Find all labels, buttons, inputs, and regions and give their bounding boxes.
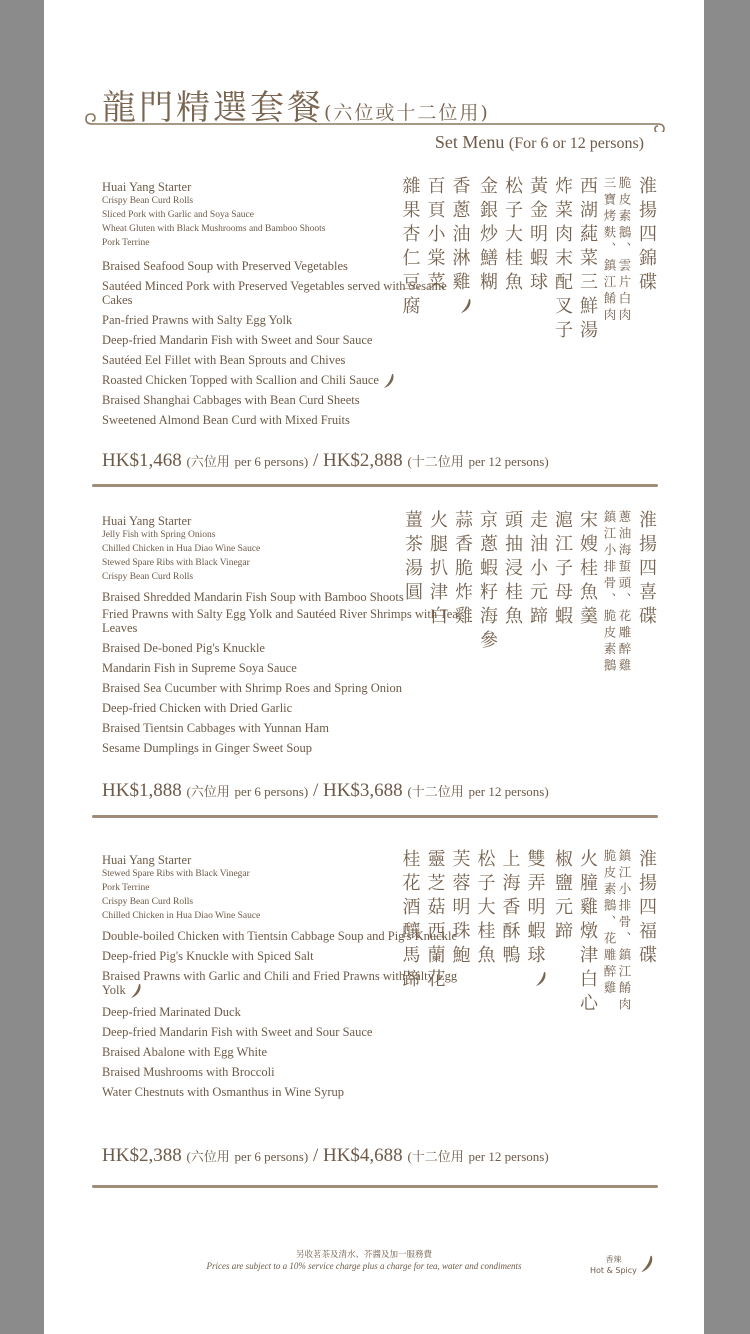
zh-dish-name: 蒜香脆炸雞 [452, 510, 473, 630]
legend-zh: 香辣 [605, 1255, 622, 1264]
zh-dish [578, 176, 597, 344]
label-zh6: (六位用 [186, 1149, 230, 1164]
dish-item [102, 1062, 462, 1082]
chinese-dish-list [401, 176, 657, 344]
zh-dish [553, 176, 572, 344]
zh-starter-item: 蔥油海蜇頭、花雕醉雞 [617, 510, 632, 675]
zh-dish [526, 849, 548, 1017]
zh-dish [403, 510, 422, 675]
zh-dish [503, 510, 522, 675]
dish-item [102, 681, 462, 695]
zh-dish-name: 走油小元蹄 [527, 510, 548, 630]
dish-item [102, 718, 462, 738]
zh-dish-name: 香蔥油淋雞 [449, 176, 471, 296]
zh-dish-name: 百頁小棠菜 [424, 176, 446, 296]
zh-dish [478, 176, 497, 344]
zh-starter-item: 三寶烤麩、鎮江餚肉 [602, 176, 617, 325]
dish-name: Braised Tientsin Cabbages with Yunnan Ham [102, 721, 329, 735]
starter-item: Crispy Bean Curd Rolls [102, 572, 194, 582]
zh-starter-item: 鎮江小排骨、脆皮素鵝 [602, 510, 617, 675]
dish-name: Sautéed Eel Fillet with Bean Sprouts and Chives [102, 353, 346, 367]
dish-item [102, 350, 462, 370]
dish-name: Braised Prawns with Garlic and Chili and Fried Prawns with Salty Egg Yolk [102, 969, 458, 997]
footer-zh: 另收茗茶及清水、芥醬及加一服務費 [295, 1249, 432, 1259]
dish-name: Braised Sea Cucumber with Shrimp Roes and Spring Onion [102, 681, 402, 695]
dish-name: Pan-fried Prawns with Salty Egg Yolk [102, 313, 293, 327]
dish-name: Deep-fried Mandarin Fish with Sweet and Sour Sauce [102, 333, 373, 347]
zh-starter: 淮揚四喜碟 [636, 510, 657, 630]
title-zh-sub: (六位或十二位用) [324, 102, 490, 124]
dish-name: Braised De-boned Pig's Knuckle [102, 641, 265, 655]
section-divider [92, 1185, 658, 1188]
dish-name: Braised Mushrooms with Broccoli [102, 1065, 275, 1080]
zh-dish-name: 頭抽浸桂魚 [502, 510, 523, 630]
starter-item: Pork Terrine [102, 883, 150, 893]
chili-icon [640, 1254, 654, 1274]
zh-dish [401, 849, 420, 1017]
set-price [102, 450, 549, 472]
dish-name: Sautéed Minced Pork with Preserved Vegetables served with Sesame Cakes [102, 279, 447, 307]
dish-item [102, 698, 462, 718]
starter-item: Chilled Chicken in Hua Diao Wine Sauce [102, 911, 261, 921]
zh-dish [578, 849, 597, 1017]
chinese-dish-list [403, 510, 656, 675]
zh-dish [428, 510, 447, 675]
label-zh6: (六位用 [186, 454, 230, 469]
legend-en: Hot & Spicy [590, 1266, 637, 1275]
zh-dish [528, 510, 547, 675]
dish-name: Fried Prawns with Salty Egg Yolk and Sautéed River Shrimps with Tea Leaves [102, 607, 458, 635]
zh-starter-item: 脆皮素鵝、花雕醉雞 [602, 849, 617, 998]
label-en6: per 6 persons) [234, 1149, 309, 1164]
title-en-sub: (For 6 or 12 persons) [508, 135, 644, 152]
zh-dish-name: 雜果杏仁豆腐 [399, 176, 421, 320]
price-6: HK$1,888 [102, 780, 182, 801]
dish-name: Braised Seafood Soup with Preserved Vegetables [102, 259, 348, 273]
dish-name: Braised Shanghai Cabbages with Bean Curd Sheets [102, 393, 360, 407]
zh-dish [453, 510, 472, 675]
zh-dish [528, 176, 547, 344]
starter-item: Pork Terrine [102, 238, 150, 248]
label-en6: per 6 persons) [234, 454, 309, 469]
dish-name: Deep-fried Chicken with Dried Garlic [102, 701, 293, 715]
starter-title: Huai Yang Starter [102, 853, 192, 867]
price-12: HK$2,888 [322, 450, 403, 471]
zh-dish [503, 176, 522, 344]
zh-dish-name: 黃金明蝦球 [527, 176, 548, 296]
dish-name: Deep-fried Mandarin Fish with Sweet and Sour Sauce [102, 1025, 373, 1040]
zh-dish [553, 510, 572, 675]
dish-name: Deep-fried Marinated Duck [102, 1005, 241, 1020]
label-en12: per 12 persons) [468, 454, 549, 469]
zh-dish-name: 炸菜肉末配叉子 [552, 176, 573, 344]
section-divider [92, 484, 658, 487]
price-12: HK$4,688 [322, 1145, 403, 1166]
zh-dish-name: 火膧雞燉津白心 [577, 849, 598, 1017]
price-6: HK$1,468 [102, 450, 182, 471]
zh-dish-name: 京蔥蝦籽海參 [477, 510, 498, 654]
title-en-main: Set Menu [434, 132, 505, 152]
zh-dish-name: 上海香酥鴨 [499, 849, 521, 969]
zh-dish-name: 松子大桂魚 [502, 176, 523, 296]
starter-item: Crispy Bean Curd Rolls [102, 196, 194, 206]
set-price [102, 1145, 549, 1167]
dish-name: Braised Shredded Mandarin Fish Soup with Bamboo Shoots [102, 590, 404, 604]
chili-icon [535, 971, 547, 987]
zh-dish-name: 靈芝菇西蘭花 [424, 849, 446, 993]
footer-note [164, 1248, 564, 1272]
zh-dish-name: 椒鹽元蹄 [552, 849, 573, 945]
zh-dish-name: 火腿扒津白 [427, 510, 448, 630]
zh-dish [476, 849, 495, 1017]
label-zh12: (十二位用 [407, 1149, 464, 1164]
chinese-dish-list [401, 849, 657, 1017]
label-en12: per 12 persons) [468, 1149, 549, 1164]
zh-starter-items [603, 510, 631, 675]
zh-dish-name: 芙蓉明珠鮑 [449, 849, 471, 969]
legend [590, 1254, 637, 1276]
zh-dish [426, 176, 445, 344]
zh-starter-items [603, 176, 631, 344]
dish-name: Sweetened Almond Bean Curd with Mixed Fruits [102, 413, 350, 427]
dish-item [102, 738, 462, 758]
zh-dish [451, 176, 473, 344]
zh-dish [451, 849, 470, 1017]
zh-dish [478, 510, 497, 675]
dish-name: Roasted Chicken Topped with Scallion and Chili Sauce [102, 373, 379, 387]
price-12: HK$3,688 [322, 780, 403, 801]
zh-dish-name: 滬江子母蝦 [552, 510, 573, 630]
title-english [435, 132, 644, 153]
title-zh-main: 龍門精選套餐 [102, 88, 324, 128]
dish-item [102, 370, 462, 390]
set-price [102, 780, 549, 802]
footer-en: Prices are subject to a 10% service charge plus a charge for tea, water and condiments [206, 1261, 522, 1271]
price-separator: / [312, 450, 319, 471]
starter-item: Crispy Bean Curd Rolls [102, 897, 194, 907]
label-zh12: (十二位用 [407, 784, 464, 799]
zh-dish [426, 849, 445, 1017]
zh-dish-name: 桂花酒釀馬蹄 [399, 849, 421, 993]
starter-title: Huai Yang Starter [102, 514, 192, 528]
chili-icon [460, 298, 472, 314]
chili-icon [130, 983, 142, 999]
dish-item [102, 390, 462, 410]
zh-dish [401, 176, 420, 344]
section-divider [92, 815, 658, 818]
dish-name: Mandarin Fish in Supreme Soya Sauce [102, 661, 297, 675]
zh-dish [553, 849, 572, 1017]
dish-name: Deep-fried Pig's Knuckle with Spiced Salt [102, 949, 314, 963]
zh-dish-name: 松子大桂魚 [474, 849, 496, 969]
dish-item [102, 1022, 462, 1042]
zh-starter: 淮揚四錦碟 [636, 176, 657, 296]
dish-name: Double-boiled Chicken with Tientsin Cabbage Soup and Pig's Knuckle [102, 929, 458, 943]
starter-item: Chilled Chicken in Hua Diao Wine Sauce [102, 544, 261, 554]
zh-dish [578, 510, 597, 675]
dish-item [102, 1042, 462, 1062]
dish-item [102, 410, 462, 430]
zh-dish-name: 薑茶湯圓 [402, 510, 423, 606]
title-ornament-rule [84, 112, 666, 132]
zh-starter-items [603, 849, 631, 1017]
zh-dish-name: 金銀炒鱔糊 [477, 176, 498, 296]
starter-item: Jelly Fish with Spring Onions [102, 530, 216, 540]
starter-item: Sliced Pork with Garlic and Soya Sauce [102, 210, 254, 220]
zh-starter-item: 鎮江小排骨、鎮江餚肉 [617, 849, 632, 1014]
label-en12: per 12 persons) [468, 784, 549, 799]
starter-item: Stewed Spare Ribs with Black Vinegar [102, 558, 250, 568]
dish-name: Braised Abalone with Egg White [102, 1045, 268, 1060]
zh-dish-name: 西湖蒓菜三鮮湯 [577, 176, 598, 344]
price-separator: / [312, 1145, 319, 1166]
label-zh12: (十二位用 [407, 454, 464, 469]
label-en6: per 6 persons) [234, 784, 309, 799]
starter-item: Stewed Spare Ribs with Black Vinegar [102, 869, 250, 879]
zh-dish [501, 849, 520, 1017]
chili-icon [383, 373, 395, 389]
zh-dish-name: 宋嫂桂魚羹 [577, 510, 598, 630]
zh-starter: 淮揚四福碟 [636, 849, 657, 969]
zh-starter-item: 脆皮素鵝、雲片白肉 [617, 176, 632, 325]
price-6: HK$2,388 [102, 1145, 182, 1166]
label-zh6: (六位用 [186, 784, 230, 799]
dish-name: Water Chestnuts with Osmanthus in Wine Syrup [102, 1085, 344, 1100]
dish-item [102, 1082, 462, 1102]
price-separator: / [312, 780, 319, 801]
starter-title: Huai Yang Starter [102, 180, 192, 194]
zh-dish-name: 雙弄明蝦球 [524, 849, 546, 969]
dish-name: Sesame Dumplings in Ginger Sweet Soup [102, 741, 313, 755]
menu-page [44, 0, 704, 1334]
starter-item: Wheat Gluten with Black Mushrooms and Bamboo Shoots [102, 224, 326, 234]
